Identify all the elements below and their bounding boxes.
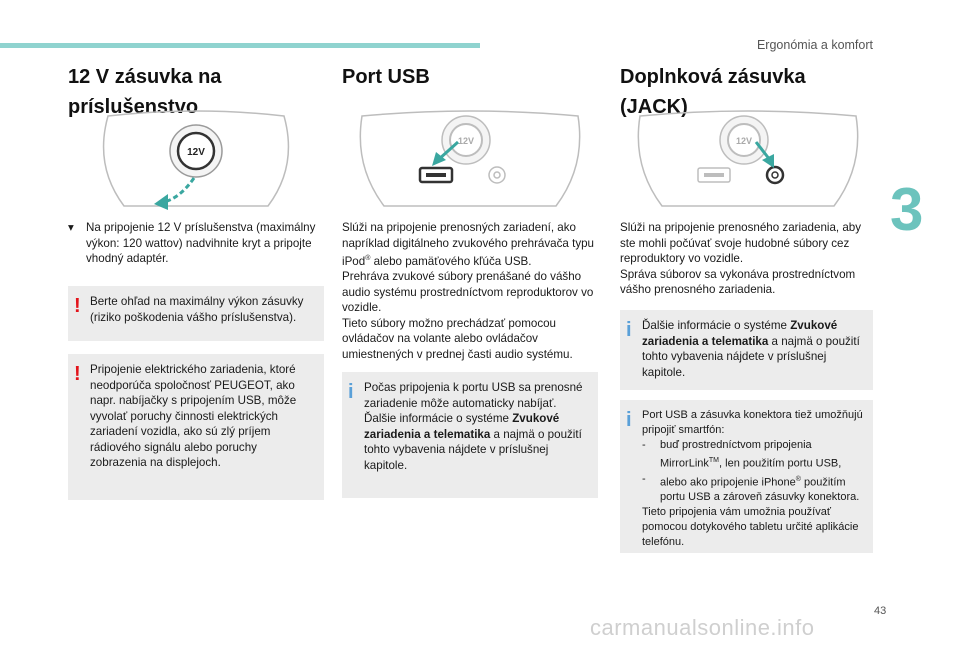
jack-description: Slúži na pripojenie prenosného zariadenia, aby ste mohli počúvať svoje hudobné súbory cez reproduktory vo vozidle.	[620, 221, 862, 265]
warning-icon: !	[74, 363, 81, 385]
chapter-number: 3	[890, 176, 924, 243]
list-item: - alebo ako pripojenie iPhone® použitím portu USB a zároveň zásuvky konektora.	[642, 472, 860, 504]
usb-description: Slúži na pripojenie prenosných zariadení, ako napríklad digitálneho zvukového prehrávača typu iPod® alebo pamäťového kľúča USB.	[342, 221, 595, 268]
warning-icon: !	[74, 295, 81, 317]
info-icon: i	[626, 409, 632, 431]
header-accent-bar	[0, 43, 480, 48]
arrow-bullet-icon: ▾	[68, 221, 74, 234]
jack-file-paragraph: Správa súborov sa vykonáva prostredníctvom vášho prenosného zariadenia.	[620, 267, 856, 296]
column-title: Doplnková zásuvka (JACK)	[620, 66, 806, 118]
usb-audio-paragraph: Prehráva zvukové súbory prenášané do vášho audio systému prostredníctvom reproduktorov vo vozidle.	[342, 270, 594, 315]
jack-socket-illustration	[620, 106, 876, 226]
column-jack-socket	[620, 62, 876, 549]
warning-box-devices: ! Pripojenie elektrického zariadenia, ktoré neodporúča spoločnosť PEUGEOT, ako napr. nabíjačky s pripojením USB, môže vyvolať poruchy činnosti elektrických zariadení vozidla, ako sú zlý príjem rádiového signálu alebo poruchy zobrazenia na displejoch.	[68, 354, 324, 500]
usb-controls-paragraph: Tieto súbory možno prechádzať pomocou ovládačov na volante alebo ovládačov umiestnených v prednej časti audio systému.	[342, 316, 573, 361]
socket-label: 12V	[187, 147, 205, 158]
usb-port-illustration	[342, 106, 598, 226]
info-box-usb: i Počas pripojenia k portu USB sa prenosné zariadenie môže automaticky nabíjať. Ďalšie informácie o systéme Zvukové zariadenia a telematika a najmä o použití tohto vybavenia nájdete v príslušnej kapitole.	[342, 372, 598, 498]
warning-box-power: ! Berte ohľad na maximálny výkon zásuvky (riziko poškodenia vášho príslušenstva).	[68, 286, 324, 341]
watermark: carmanualsonline.info	[590, 615, 815, 640]
info-box-audio: i Ďalšie informácie o systéme Zvukové zariadenia a telematika a najmä o použití tohto vybavenia nájdete v príslušnej kapitole.	[620, 310, 873, 390]
section-heading: Ergonómia a komfort	[756, 38, 873, 52]
info-icon: i	[626, 319, 632, 341]
list-item: - buď prostredníctvom pripojenia MirrorLink™, len použitím portu USB,	[642, 439, 842, 470]
socket-label: 12V	[457, 136, 475, 146]
info-box-smartphone: i Port USB a zásuvka konektora tiež umožňujú pripojiť smartfón: - buď prostredníctvom pripojenia MirrorLink™, len použitím portu USB, - alebo ako pripojenie iPhone® použitím portu USB a zároveň zásuvky konektora. Tieto pripojenia vám umožnia používať pomocou dotykového tabletu určité aplikácie telefónu.	[620, 400, 873, 553]
column-title: 12 V zásuvka na príslušenstvo	[68, 66, 222, 118]
socket-12v-illustration	[68, 106, 324, 226]
column-usb-port	[342, 62, 598, 472]
socket-label: 12V	[735, 136, 753, 146]
column-title: Port USB	[342, 66, 430, 88]
column-12v-socket	[68, 62, 324, 469]
page-number: 43	[874, 605, 887, 617]
intro-paragraph: ▾ Na pripojenie 12 V príslušenstva (maximálny výkon: 120 wattov) nadvihnite kryt a pripojte vhodný adaptér.	[68, 221, 316, 265]
info-icon: i	[348, 381, 354, 403]
